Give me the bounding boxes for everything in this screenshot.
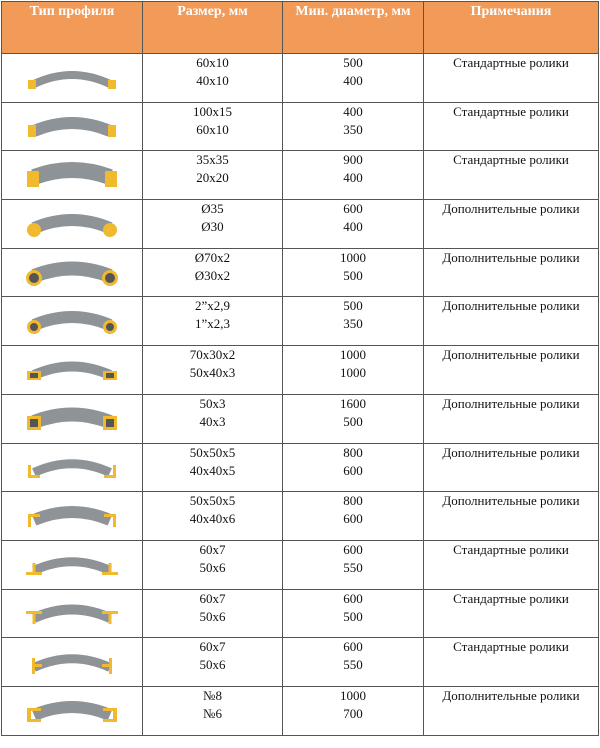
diameter-value-2: 550 <box>343 559 363 575</box>
angle-out-profile-icon <box>2 451 142 483</box>
flat-bar-profile-icon <box>2 62 142 94</box>
size-cell <box>143 540 283 589</box>
square-bar-profile-icon <box>2 159 142 191</box>
min-diameter-cell <box>283 346 424 395</box>
note-text: Дополнительные ролики <box>442 687 580 703</box>
profile-type-cell <box>2 200 143 249</box>
note-cell <box>424 297 599 346</box>
min-diameter-cell <box>283 102 424 151</box>
profile-type-cell <box>2 540 143 589</box>
note-cell <box>424 686 599 735</box>
table-row <box>2 248 599 297</box>
note-cell <box>424 346 599 395</box>
tee-side-profile-icon <box>2 646 142 678</box>
table-row <box>2 492 599 541</box>
table-row <box>2 394 599 443</box>
diameter-value-1: 800 <box>343 444 363 460</box>
diameter-value-1: 400 <box>343 103 363 119</box>
size-value-1: 60x7 <box>199 541 226 557</box>
note-cell <box>424 492 599 541</box>
min-diameter-cell <box>283 638 424 687</box>
min-diameter-cell <box>283 443 424 492</box>
size-value-2: 40x10 <box>196 73 229 88</box>
channel-profile-icon <box>2 695 142 727</box>
diameter-value-1: 500 <box>343 298 363 314</box>
header-size: Размер, мм <box>143 2 283 54</box>
size-cell <box>143 443 283 492</box>
min-diameter-cell <box>283 200 424 249</box>
note-text: Стандартные ролики <box>453 639 569 655</box>
diameter-value-1: 600 <box>343 541 363 557</box>
size-value-2: 20x20 <box>196 170 229 186</box>
size-value-1: Ø35 <box>201 201 224 217</box>
profile-type-cell <box>2 346 143 395</box>
diameter-value-2: 1000 <box>340 365 366 381</box>
diameter-value-1: 600 <box>343 590 363 606</box>
size-value-1: Ø70x2 <box>194 249 231 265</box>
table-row <box>2 102 599 151</box>
note-text: Стандартные ролики <box>453 590 569 606</box>
header-min-diameter: Мин. диаметр, мм <box>283 2 424 54</box>
note-text: Дополнительные ролики <box>442 493 580 509</box>
table-row <box>2 589 599 638</box>
min-diameter-cell <box>283 151 424 200</box>
header-profile-type: Тип профиля <box>2 2 143 54</box>
tee-inverted-profile-icon <box>2 597 142 629</box>
note-cell <box>424 394 599 443</box>
header-notes: Примечания <box>424 2 599 54</box>
size-value-2: 50x40x3 <box>189 365 236 381</box>
table-row <box>2 638 599 687</box>
profile-type-cell <box>2 151 143 200</box>
size-value-1: 60x7 <box>199 639 226 655</box>
table-row <box>2 297 599 346</box>
pipe-profile-icon <box>2 305 142 337</box>
note-cell <box>424 638 599 687</box>
size-value-2: 50x6 <box>199 559 226 575</box>
size-cell <box>143 638 283 687</box>
size-cell <box>143 248 283 297</box>
min-diameter-cell <box>283 540 424 589</box>
diameter-value-1: 1000 <box>340 249 366 265</box>
note-text: Дополнительные ролики <box>442 201 580 217</box>
profile-type-cell <box>2 297 143 346</box>
diameter-value-2: 600 <box>343 511 363 527</box>
profile-type-cell <box>2 686 143 735</box>
size-value-1: 70x30x2 <box>189 347 236 363</box>
diameter-value-2: 600 <box>343 462 363 478</box>
size-value-2: 40x3 <box>199 413 226 429</box>
min-diameter-cell <box>283 248 424 297</box>
table-row <box>2 686 599 735</box>
size-value-1: 60x10 <box>196 55 229 70</box>
table-body <box>2 54 599 736</box>
diameter-value-2: 350 <box>343 121 363 137</box>
min-diameter-cell <box>283 54 424 103</box>
note-text: Дополнительные ролики <box>442 347 580 363</box>
size-value-2: 60x10 <box>196 121 229 137</box>
size-value-2: №6 <box>203 705 222 721</box>
header-row <box>2 2 599 54</box>
note-text: Стандартные ролики <box>453 103 569 119</box>
size-value-2: 40x40x5 <box>189 462 236 478</box>
note-text: Стандартные ролики <box>453 55 569 70</box>
size-value-1: 50x50x5 <box>189 444 236 460</box>
profile-type-cell <box>2 638 143 687</box>
size-cell <box>143 492 283 541</box>
tee-profile-icon <box>2 549 142 581</box>
table-row <box>2 151 599 200</box>
diameter-value-2: 400 <box>343 170 363 186</box>
table-row <box>2 346 599 395</box>
note-text: Стандартные ролики <box>453 152 569 168</box>
diameter-value-1: 600 <box>343 639 363 655</box>
size-cell <box>143 102 283 151</box>
note-text: Дополнительные ролики <box>442 395 580 411</box>
note-text: Дополнительные ролики <box>442 249 580 265</box>
diameter-value-1: 600 <box>343 201 363 217</box>
size-value-1: 50x50x5 <box>189 493 236 509</box>
wide-flat-bar-profile-icon <box>2 111 142 143</box>
diameter-value-1: 1600 <box>340 395 366 411</box>
note-cell <box>424 102 599 151</box>
square-tube-profile-icon <box>2 403 142 435</box>
profile-type-cell <box>2 589 143 638</box>
size-value-1: 2”x2,9 <box>194 298 231 314</box>
note-cell <box>424 248 599 297</box>
size-cell <box>143 394 283 443</box>
diameter-value-1: 1000 <box>340 347 366 363</box>
note-cell <box>424 443 599 492</box>
profile-type-cell <box>2 394 143 443</box>
profile-type-cell <box>2 492 143 541</box>
note-cell <box>424 54 599 103</box>
size-value-1: 35x35 <box>196 152 229 168</box>
size-value-2: 50x6 <box>199 657 226 673</box>
min-diameter-cell <box>283 492 424 541</box>
size-cell <box>143 346 283 395</box>
size-value-2: 1”x2,3 <box>194 316 231 332</box>
note-text: Дополнительные ролики <box>442 444 580 460</box>
size-cell <box>143 297 283 346</box>
note-cell <box>424 151 599 200</box>
size-value-1: 60x7 <box>199 590 226 606</box>
diameter-value-2: 400 <box>343 219 363 235</box>
diameter-value-2: 350 <box>343 316 363 332</box>
diameter-value-2: 550 <box>343 657 363 673</box>
size-value-1: 50x3 <box>199 395 226 411</box>
size-value-2: 50x6 <box>199 608 226 624</box>
table-row <box>2 200 599 249</box>
size-cell <box>143 151 283 200</box>
diameter-value-2: 500 <box>343 267 363 283</box>
profile-type-cell <box>2 102 143 151</box>
min-diameter-cell <box>283 589 424 638</box>
size-value-2: 40x40x6 <box>189 511 236 527</box>
profile-type-cell <box>2 248 143 297</box>
profile-type-cell <box>2 443 143 492</box>
angle-in-profile-icon <box>2 500 142 532</box>
diameter-value-1: 1000 <box>340 687 366 703</box>
diameter-value-2: 700 <box>343 705 363 721</box>
note-cell <box>424 200 599 249</box>
round-tube-profile-icon <box>2 257 142 289</box>
size-cell <box>143 54 283 103</box>
note-cell <box>424 540 599 589</box>
table-row <box>2 54 599 103</box>
diameter-value-2: 500 <box>343 413 363 429</box>
table-row <box>2 443 599 492</box>
size-value-2: Ø30x2 <box>194 267 231 283</box>
rect-tube-profile-icon <box>2 354 142 386</box>
note-text: Дополнительные ролики <box>442 298 580 314</box>
table-row <box>2 540 599 589</box>
min-diameter-cell <box>283 297 424 346</box>
min-diameter-cell <box>283 686 424 735</box>
size-value-2: Ø30 <box>201 219 224 235</box>
profile-type-cell <box>2 54 143 103</box>
diameter-value-1: 500 <box>343 55 363 70</box>
diameter-value-2: 400 <box>343 73 363 88</box>
profiles-table <box>1 1 599 736</box>
round-bar-profile-icon <box>2 208 142 240</box>
note-text: Стандартные ролики <box>453 541 569 557</box>
size-value-1: №8 <box>203 687 222 703</box>
min-diameter-cell <box>283 394 424 443</box>
size-cell <box>143 200 283 249</box>
diameter-value-1: 900 <box>343 152 363 168</box>
size-cell <box>143 686 283 735</box>
diameter-value-2: 500 <box>343 608 363 624</box>
diameter-value-1: 800 <box>343 493 363 509</box>
size-value-1: 100x15 <box>193 103 232 119</box>
size-cell <box>143 589 283 638</box>
note-cell <box>424 589 599 638</box>
